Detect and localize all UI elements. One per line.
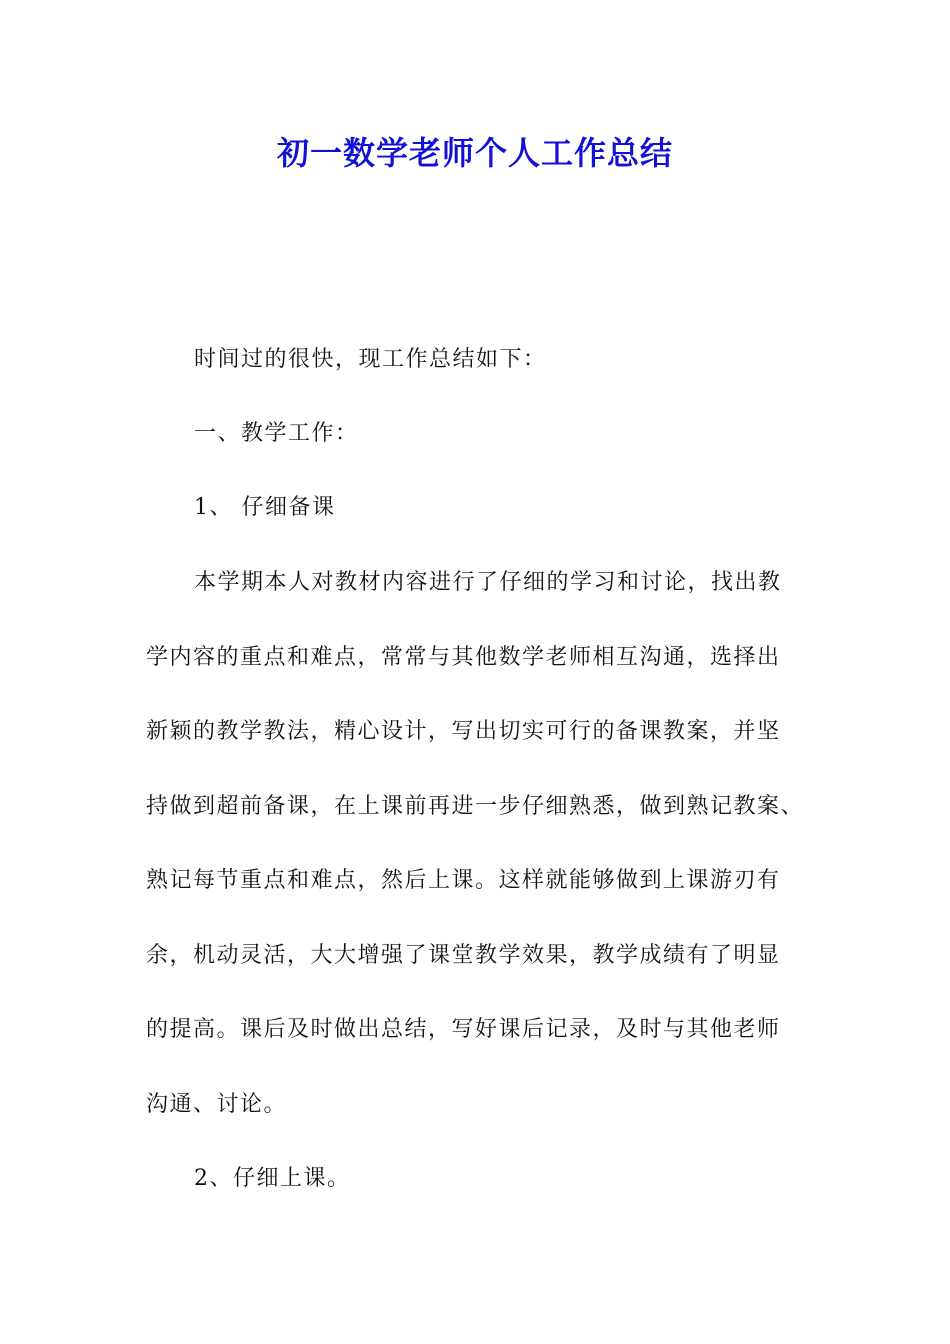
paragraph-line: 新颖的教学教法，精心设计，写出切实可行的备课教案，并坚 [146,719,781,744]
section-heading-teaching: 一、教学工作： [194,421,359,446]
paragraph-intro: 时间过的很快，现工作总结如下： [194,347,547,372]
paragraph-line: 余，机动灵活，大大增强了课堂教学效果，教学成绩有了明显 [146,943,781,968]
subheading-lesson-prep: 1、 仔细备课 [194,495,336,520]
paragraph-line: 持做到超前备课，在上课前再进一步仔细熟悉，做到熟记教案、 [146,794,805,819]
paragraph-line: 沟通、讨论。 [146,1092,288,1117]
document-title: 初一数学老师个人工作总结 [276,134,673,172]
paragraph-line: 学内容的重点和难点，常常与其他数学老师相互沟通，选择出 [146,645,781,670]
subheading-class-teaching: 2、仔细上课。 [194,1166,351,1191]
paragraph-line: 熟记每节重点和难点，然后上课。这样就能够做到上课游刃有 [146,868,781,893]
paragraph-line: 本学期本人对教材内容进行了仔细的学习和讨论，找出教 [194,570,782,595]
paragraph-line: 的提高。课后及时做出总结，写好课后记录，及时与其他老师 [146,1017,781,1042]
